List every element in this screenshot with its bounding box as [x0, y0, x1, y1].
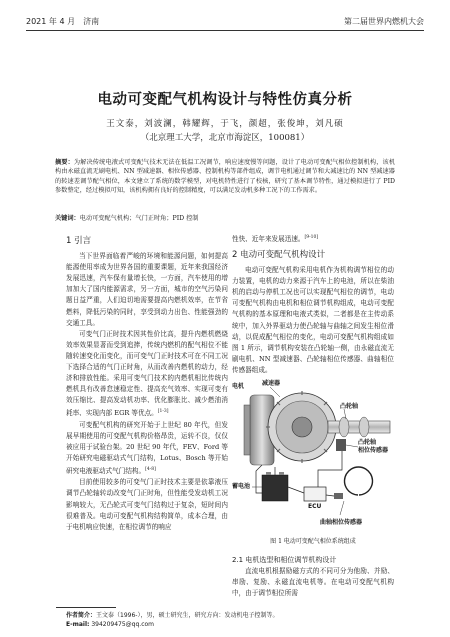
author-intro [66, 611, 406, 620]
author-footnote [66, 611, 406, 629]
affiliation: （北京理工大学，北京市海淀区，100081） [140, 133, 310, 143]
system-diagram [232, 375, 394, 535]
label-motor: 电机 [232, 383, 245, 390]
abstract-label: 摘要： [55, 159, 74, 166]
section-heading-design: 2 电动可变配气机构设计 [232, 250, 326, 260]
battery-terminal [266, 472, 271, 475]
subsection-heading: 2.1 电机选型和相位调节机构设计 [232, 556, 337, 564]
label-crank-sensor: 曲轴相位传感器 [320, 519, 363, 526]
abstract [55, 158, 395, 195]
header-conference: 第二届世界内燃机大会 [344, 17, 424, 26]
battery-shape [262, 475, 288, 501]
footnote-rule [56, 607, 116, 608]
crank-sensor-wheel [345, 467, 373, 495]
running-header [26, 16, 424, 30]
paper-title: 电动可变配气机构设计与特性仿真分析 [97, 92, 353, 108]
section-2 [232, 250, 394, 376]
label-battery: 蓄电池 [232, 483, 251, 490]
cam-lobe [339, 417, 349, 437]
citation: [4-8] [145, 467, 156, 473]
keywords [55, 213, 395, 222]
intro-label: 作者简介： [66, 612, 97, 619]
label-reducer: 减速器 [262, 380, 281, 387]
left-column [66, 236, 228, 533]
label-ecu: ECU [308, 503, 322, 510]
ecu-shape [304, 487, 326, 501]
citation: [1-3] [157, 409, 169, 415]
intro-paragraph-4: 目前使用较多的可变气门正时技术主要是依靠液压调节凸轮轴转动改变气门正时角，但性能受发动机工况影响较大，无凸轮式可变气门结构过于复杂，短时间内很难普及。电动可变配气机构结构简单，成本合理，由于电机响应快速，在相位调节的响应 [66, 478, 228, 531]
motor-endcap [244, 405, 250, 455]
figure-caption: 图 1 电动可变配气相位系统组成 [270, 538, 356, 545]
intro-p2-text: 可变气门正时技术因其性价比高，提升内燃机燃烧效率效果显著而受到追捧，传统内燃机的配气相位不能随转速变化而变化，而可变气门正时技术可在不同工况下选择合适的气门正时角，从而改善内燃机的动力，经济和排放性能。采用可变气门技术的内燃机相比传统内燃机具有改善怠速稳定性、提高充气效率、实现可变有效压缩比、提高发动机功率、优化膨胀比、减少燃油消耗率、实现内部 EGR 等优点。 [66, 329, 228, 418]
header-rule [26, 30, 424, 31]
label-camshaft: 凸轮轴 [340, 403, 359, 410]
author-email [66, 620, 406, 629]
subsection-paragraph: 直流电机根据励磁方式的不同可分为他励、并励、串励、复励、永磁直流电机等。在电动可变配气机构中，由于调节相位所需 [232, 567, 394, 598]
battery-terminal [279, 472, 284, 475]
cam-sensor-shape [336, 439, 346, 451]
citation: [9-10] [304, 235, 319, 240]
intro-paragraph-2 [66, 329, 228, 420]
figure-1 [232, 375, 394, 535]
intro-p3-text: 可变配气机构的研究开始于上世纪 80 年代，但发展早期使用的可变配气机构价格昂贵，运转不良，仅仅被应用于试验台架。20 世纪 90 年代，FEV、Ford 等开始研究电磁驱动式气门结构，Lotus、Bosch 等开始研究电液驱动式气门结构。 [66, 420, 228, 476]
section-heading-introduction: 1 引言 [66, 236, 92, 246]
cam-lobe [359, 417, 369, 437]
intro-text: 王文泰（1996-），男，硕士研究生，研究方向：发动机电子控制等。 [96, 612, 279, 619]
continuation-text: 性快、近年来发展迅速。 [232, 235, 305, 244]
author-list: 王文泰，刘波澜，韩耀辉，于飞，颜超，张俊坤，刘凡硕 [106, 119, 344, 129]
subsection-2-1 [232, 555, 394, 599]
keywords-label: 关键词： [55, 215, 80, 222]
reducer-hub [292, 417, 312, 437]
intro-paragraph-3 [66, 420, 228, 478]
abstract-text: 为解决传统电液式可变配气技术无法在低温工况调节，响应速度慢等问题，设计了电动可变配气相位控制机构，该机构由永磁直流无刷电机、NN 型减速器、相位传感器、控制机构等部件组成，调节电机通过调节和大减速比的 NN 型减速器的转速差调节配气相位，本文建立了系统的数学模型，对电机特性进行了校核，研究了基本调节特性，通过模拟进行了 PID 参数整定，经过模拟可知，该机构拥有良好的控制精度，可以满足发动机多种工况下的工作需求。 [55, 159, 396, 194]
header-date-location: 2021 年 4 月 济南 [26, 17, 100, 26]
email-value[interactable]: 394209475@qq.com [91, 621, 155, 628]
keywords-text: 电动可变配气机构；气门正时角；PID 控制 [79, 215, 199, 222]
right-column-continuation [232, 232, 394, 245]
design-paragraph: 电动可变配气机构采用电机作为机构调节相位的动力装置，电机的动力来源于汽车上的电池，所以在柴油机的启动与停机工况也可以实现配气相位的调节，电动可变配气机构由电机和相位调节机构组成，电动可变配气机构的基本原理和电液式类似，二者都是在主传动系统中，加入外界驱动力使凸轮轴与曲轴之间发生相位滑动，以促成配气相位的变化，电动可变配气机构组成如图 1 所示，调节机构安装在凸轮轴一侧，由永磁直流无刷电机、NN 型减速器、凸轮轴相位传感器、曲轴相位传感器组成。 [232, 266, 394, 374]
label-cam-sensor: 凸轮轴 相位传感器 [358, 439, 389, 454]
crank-sensor-shape [334, 493, 343, 499]
email-label: E-mail: [66, 621, 90, 628]
intro-paragraph-1: 当下世界面临着严峻的环境和能源问题，如何提高能源使用率成为世界各国的重要课题，近年来我国经济发展迅速，汽车保有量增长快，一方面，汽车使用的增加加大了国内能源需求，另一方面，城市的空气污染问题日益严重，人们迫切地需要提高内燃机效率，在节省燃料，降低污染的同时，享受到动力出色、性能强劲的交通工具。 [66, 252, 228, 327]
